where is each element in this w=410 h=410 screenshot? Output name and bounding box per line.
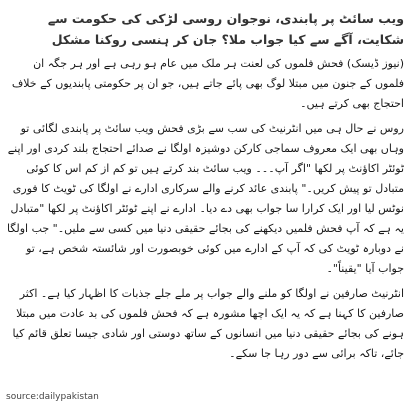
- article-paragraph-intro: (نیوز ڈیسک) فحش فلموں کی لعنت ہر ملک میں عام ہو رہی ہے اور ہر جگہ ان فلموں کے جنون میں مبتلا لوگ بھی پائے جاتے ہیں، جو ان پر حکومتی پابندیوں کے خلاف احتجاج بھی کرتے ہیں۔: [11, 57, 404, 110]
- source-credit: source:dailypakistan: [6, 392, 99, 402]
- article-paragraph-reaction: انٹرنیٹ صارفین نے اولگا کو ملنے والے جواب پر ملے جلے جذبات کا اظہار کیا ہے۔ اکثر صارفین کا کہنا ہے کہ یہ ایک اچھا مشورہ ہے کہ فحش فلموں کی بد عادت میں مبتلا ہونے کی بجائے حقیقی دنیا میں انسانوں کے ساتھ دوستی اور شادی جیسا تعلق قائم کیا جائے، تاکہ برائی سے دور رہا جا سکے۔: [12, 287, 404, 360]
- article-paragraph-story: روس نے حال ہی میں انٹرنیٹ کی سب سے بڑی فحش ویب سائٹ پر پابندی لگائی تو وہاں بھی ایک معروف سماجی کارکن دوشیزہ اولگا نے صدائے احتجاج بلند کردی اور اپنے ٹوئٹر اکاؤنٹ پر لکھا "اگر آپ۔۔۔ ویب سائٹ بند کرتے ہیں تو کم از کم اس کا کوئی متبادل تو پیش کریں۔" پابندی عائد کرنے والے سرکاری ادارے نے اولگا کی ٹویٹ کا فوری نوٹس لیا اور ایک کرارا سا جواب بھی دے دیا۔ ادارے نے اپنے ٹوئٹر اکاؤنٹ پر لکھا "متبادل یہ ہے کہ آپ فحش فلمیں دیکھنے کی بجائے حقیقی دنیا میں کسی سے ملیں۔" جب اولگا نے دوبارہ ٹویٹ کی کہ آپ کے ادارے میں کوئی خوبصورت اور شائستہ شخص ہے، تو جواب آیا "یقیناً"۔: [6, 122, 404, 275]
- article-title: ویب سائٹ پر پابندی، نوجوان روسی لڑکی کی حکومت سے شکایت، آگے سے کیا جواب ملا؟ جان کر ہنسی روکنا مشکل: [47, 11, 404, 47]
